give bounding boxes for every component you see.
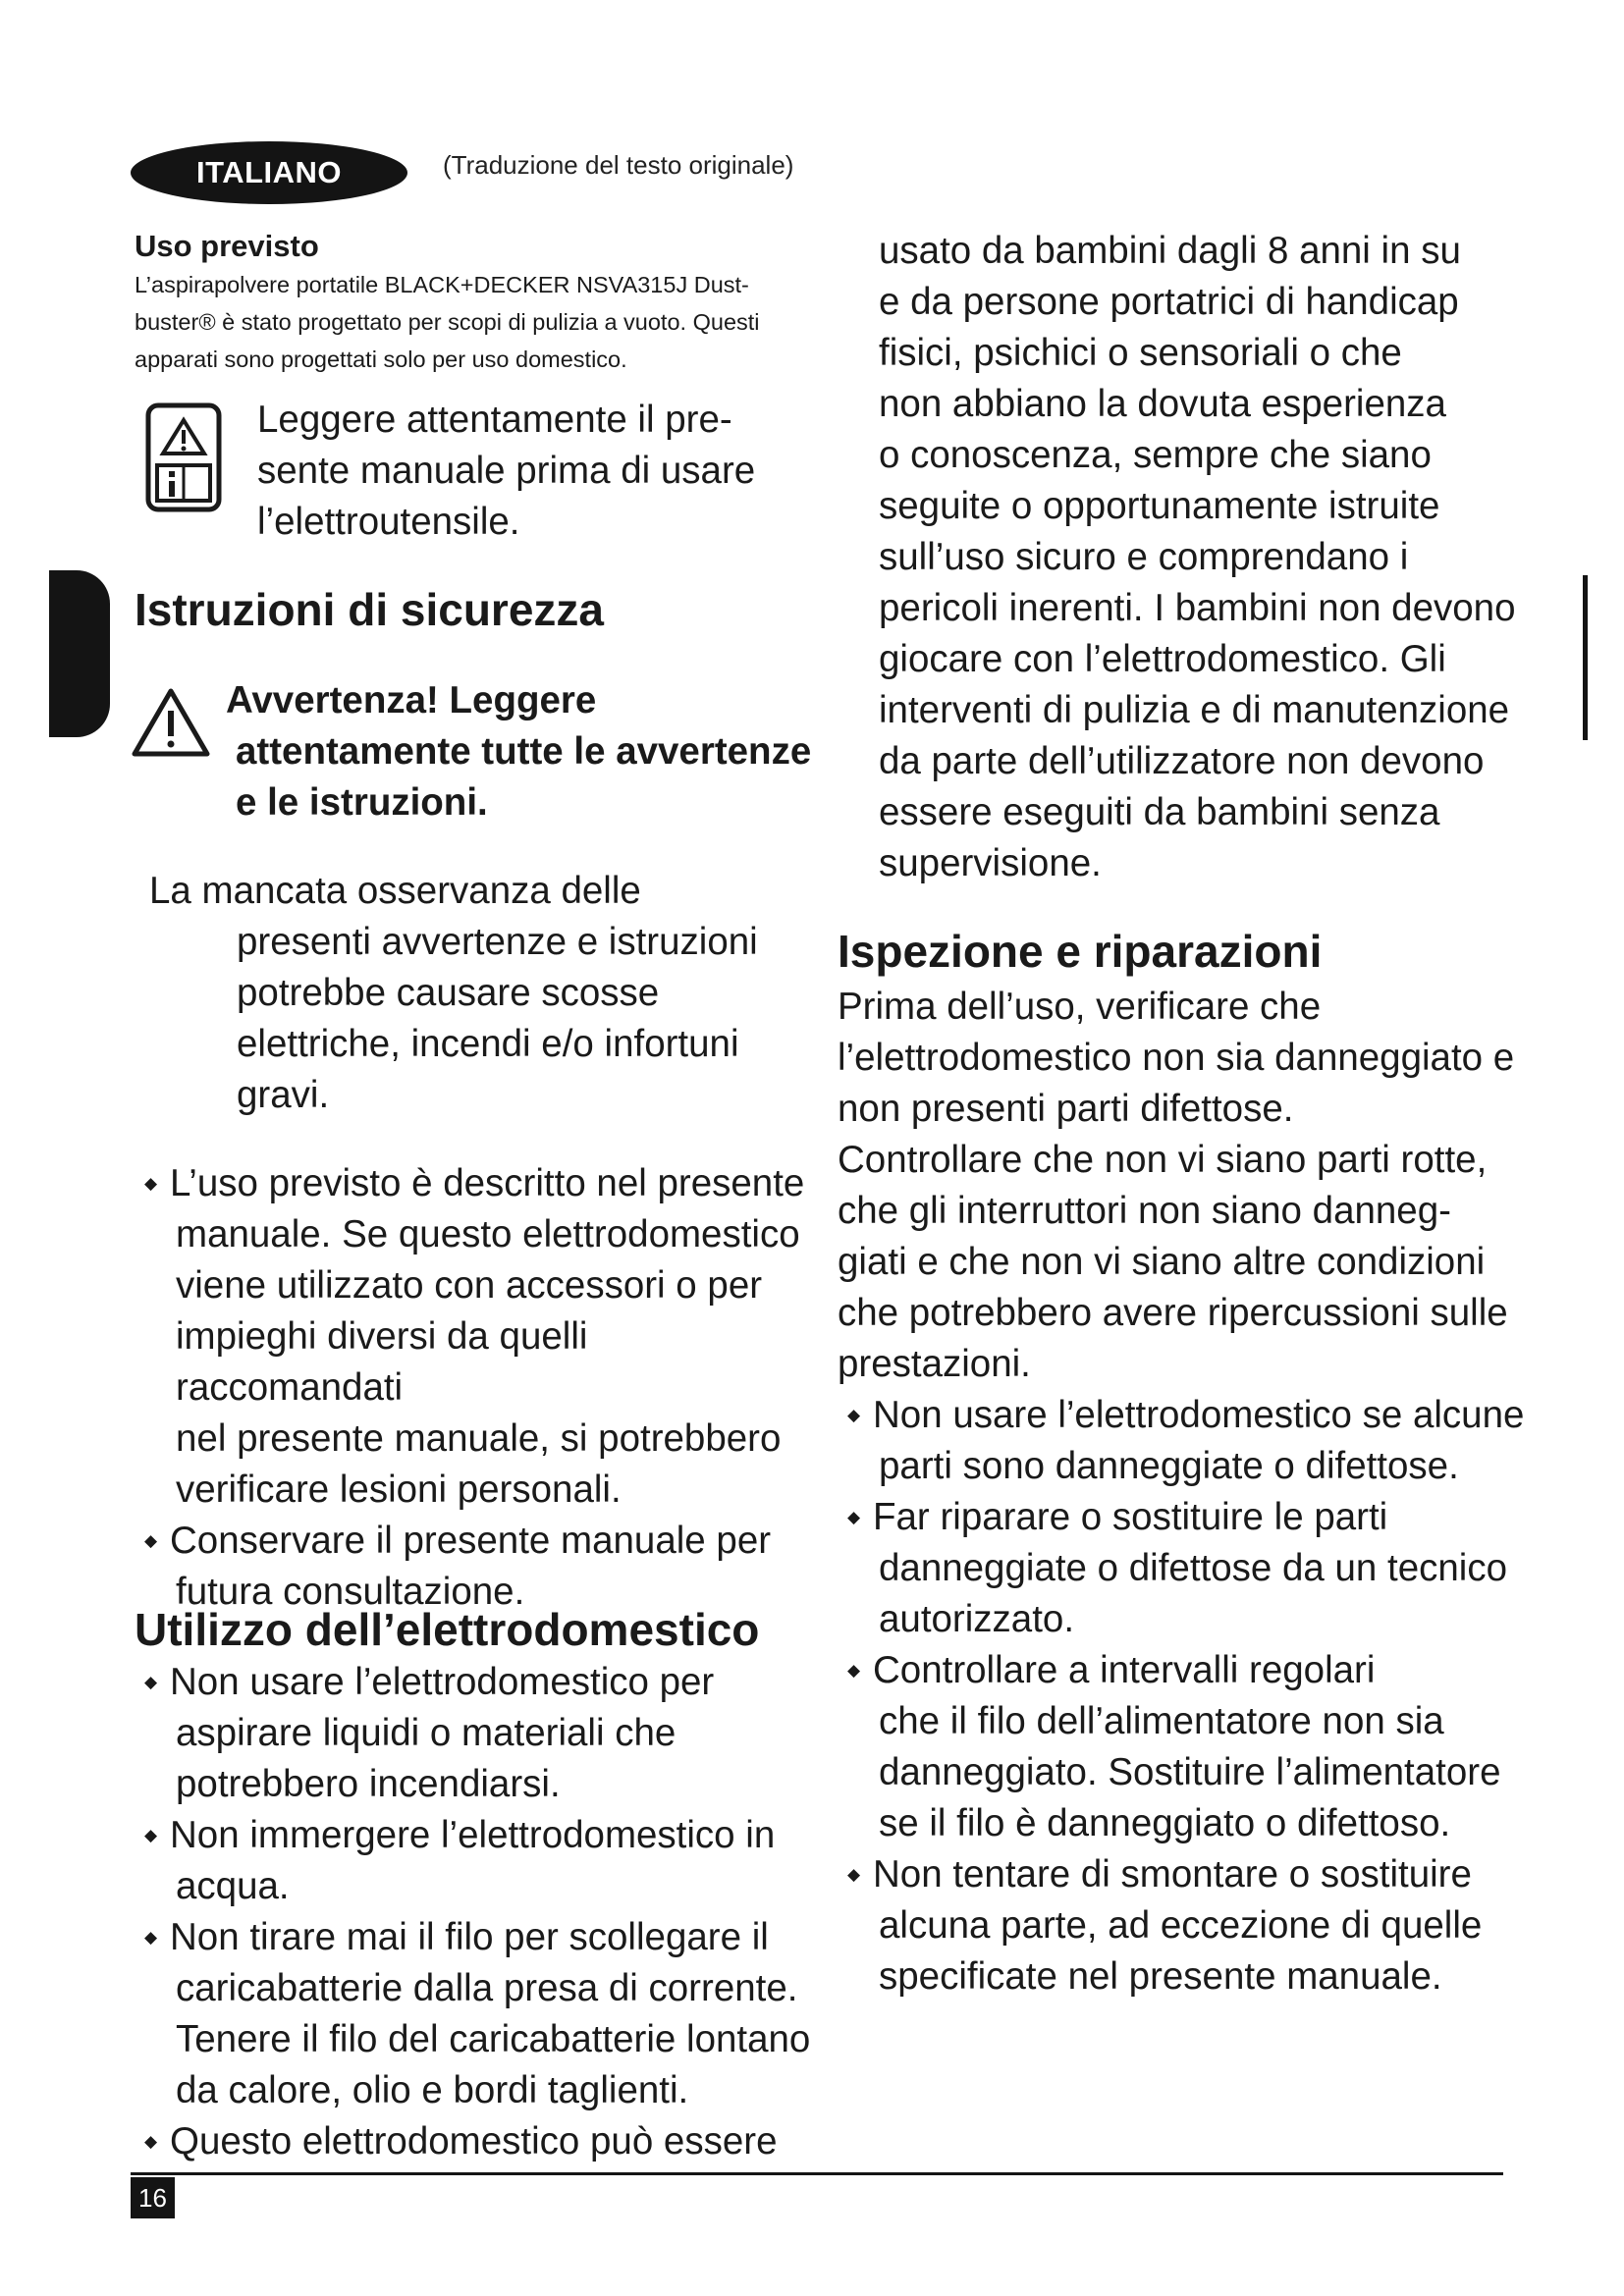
safety-bullets xyxy=(135,1158,822,1618)
text-line: parti sono danneggiate o difettose. xyxy=(879,1445,1459,1487)
list-item: ◆ L’uso previsto è descritto nel presente manuale. Se questo elettrodomestico viene utilizzato con accessori o per impieghi diversi da quelli raccomandati nel presente manuale, si potrebbero verificare lesioni personali. xyxy=(135,1158,822,1516)
list-item: ◆ Non tentare di smontare o sostituire alcuna parte, ad eccezione di quelle specificate nel presente manuale. xyxy=(838,1849,1544,2002)
text-line: danneggiate o difettose da un tecnico xyxy=(879,1547,1508,1589)
text-line: buster® è stato progettato per scopi di pulizia a vuoto. Questi xyxy=(135,309,760,335)
text-line: l’elettroutensile. xyxy=(257,501,520,543)
text-line: pericoli inerenti. I bambini non devono xyxy=(879,587,1516,629)
intended-use-text xyxy=(135,266,822,378)
section-side-line xyxy=(1583,575,1588,740)
text-line: seguite o opportunamente istruite xyxy=(879,485,1440,527)
text-line: sull’uso sicuro e comprendano i xyxy=(879,536,1409,578)
text-line: Controllare a intervalli regolari xyxy=(873,1649,1376,1691)
read-manual-icon xyxy=(145,402,222,512)
text-line: La mancata osservanza delle xyxy=(149,870,641,912)
text-line: acqua. xyxy=(176,1865,290,1907)
text-line: supervisione. xyxy=(879,842,1102,884)
text-line: usato da bambini dagli 8 anni in su xyxy=(879,230,1461,272)
text-line: presenti avvertenze e istruzioni xyxy=(237,921,758,963)
appliance-use-title: Utilizzo dell’elettrodomestico xyxy=(135,1604,760,1655)
text-line: gravi. xyxy=(237,1074,330,1116)
text-line: prestazioni. xyxy=(838,1343,1031,1385)
list-item: ◆ Questo elettrodomestico può essere xyxy=(135,2116,822,2167)
text-line: futura consultazione. xyxy=(176,1571,525,1613)
text-line: L’aspirapolvere portatile BLACK+DECKER NSVA315J Dust- xyxy=(135,272,749,297)
text-line: Tenere il filo del caricabatterie lontano xyxy=(176,2018,811,2060)
text-line: che gli interruttori non siano danneg- xyxy=(838,1190,1451,1232)
text-line: specificate nel presente manuale. xyxy=(879,1955,1442,1998)
text-line: l’elettrodomestico non sia danneggiato e xyxy=(838,1037,1515,1079)
text-line: impieghi diversi da quelli raccomandati xyxy=(176,1315,588,1409)
list-item: ◆ Conservare il presente manuale per futura consultazione. xyxy=(135,1516,822,1618)
list-item: ◆ Non usare l’elettrodomestico per aspirare liquidi o materiali che potrebbero incendiarsi. xyxy=(135,1657,822,1810)
text-line: Non tirare mai il filo per scollegare il xyxy=(170,1916,769,1958)
text-line: non abbiano la dovuta esperienza xyxy=(879,383,1446,425)
text-line: da calore, olio e bordi taglienti. xyxy=(176,2069,689,2111)
safety-title: Istruzioni di sicurezza xyxy=(135,584,604,635)
inspection-bullets xyxy=(838,1390,1544,2002)
text-line: Non tentare di smontare o sostituire xyxy=(873,1853,1472,1896)
text-line: autorizzato. xyxy=(879,1598,1075,1640)
text-line: nel presente manuale, si potrebbero xyxy=(176,1417,782,1460)
text-line: interventi di pulizia e di manutenzione xyxy=(879,689,1510,731)
text-line: che potrebbero avere ripercussioni sulle xyxy=(838,1292,1508,1334)
list-item: ◆ Non immergere l’elettrodomestico in acqua. xyxy=(135,1810,822,1912)
text-line: Non immergere l’elettrodomestico in xyxy=(170,1814,776,1856)
text-line: Questo elettrodomestico può essere xyxy=(170,2120,778,2163)
appliance-use-continued xyxy=(879,226,1546,889)
warning-text xyxy=(226,675,811,828)
text-line: elettriche, incendi e/o infortuni xyxy=(237,1023,739,1065)
text-line: manuale. Se questo elettrodomestico xyxy=(176,1213,800,1255)
text-line: danneggiato. Sostituire l’alimentatore xyxy=(879,1751,1501,1793)
text-line: alcuna parte, ad eccezione di quelle xyxy=(879,1904,1483,1947)
inspection-title: Ispezione e riparazioni xyxy=(838,926,1323,977)
text-line: Non usare l’elettrodomestico se alcune xyxy=(873,1394,1525,1436)
text-line: non presenti parti difettose. xyxy=(838,1088,1294,1130)
text-line: Controllare che non vi siano parti rotte, xyxy=(838,1139,1488,1181)
text-line: potrebbe causare scosse xyxy=(237,972,660,1014)
text-line: e da persone portatrici di handicap xyxy=(879,281,1459,323)
text-line: giocare con l’elettrodomestico. Gli xyxy=(879,638,1446,680)
text-line: Far riparare o sostituire le parti xyxy=(873,1496,1388,1538)
text-line: fisici, psichici o sensoriali o che xyxy=(879,332,1402,374)
safety-intro xyxy=(149,866,817,1121)
manual-notice xyxy=(257,395,755,548)
list-item: ◆ Controllare a intervalli regolari che il filo dell’alimentatore non sia danneggiato. Sostituire l’alimentatore se il filo è danneggiato o difettoso. xyxy=(838,1645,1544,1849)
page-number: 16 xyxy=(131,2177,175,2218)
appliance-use-bullets xyxy=(135,1657,822,2167)
text-line: essere eseguiti da bambini senza xyxy=(879,791,1440,833)
language-badge: ITALIANO xyxy=(131,141,407,204)
text-line: Prima dell’uso, verificare che xyxy=(838,986,1322,1028)
text-line: verificare lesioni personali. xyxy=(176,1468,622,1511)
footer-rule xyxy=(131,2172,1503,2175)
text-line: e le istruzioni. xyxy=(236,781,488,824)
text-line: L’uso previsto è descritto nel presente xyxy=(170,1162,805,1204)
text-line: apparati sono progettati solo per uso domestico. xyxy=(135,347,627,372)
list-item: ◆ Non tirare mai il filo per scollegare il caricabatterie dalla presa di corrente. Tenere il filo del caricabatterie lontano da calore, olio e bordi taglienti. xyxy=(135,1912,822,2116)
inspection-text xyxy=(838,982,1525,1390)
intended-use-title: Uso previsto xyxy=(135,229,319,263)
text-line: viene utilizzato con accessori o per xyxy=(176,1264,763,1307)
text-line: caricabatterie dalla presa di corrente. xyxy=(176,1967,798,2009)
text-line: sente manuale prima di usare xyxy=(257,450,756,492)
text-line: Conservare il presente manuale per xyxy=(170,1520,772,1562)
list-item: ◆ Non usare l’elettrodomestico se alcune parti sono danneggiate o difettose. xyxy=(838,1390,1544,1492)
text-line: Non usare l’elettrodomestico per xyxy=(170,1661,715,1703)
text-line: aspirare liquidi o materiali che xyxy=(176,1712,677,1754)
text-line: attentamente tutte le avvertenze xyxy=(236,730,812,773)
text-line: se il filo è danneggiato o difettoso. xyxy=(879,1802,1451,1844)
section-side-tab xyxy=(49,570,110,737)
translation-note: (Traduzione del testo originale) xyxy=(443,150,794,180)
text-line: giati e che non vi siano altre condizioni xyxy=(838,1241,1486,1283)
text-line: che il filo dell’alimentatore non sia xyxy=(879,1700,1444,1742)
text-line: Leggere attentamente il pre- xyxy=(257,399,732,441)
warning-icon xyxy=(131,687,211,758)
text-line: o conoscenza, sempre che siano xyxy=(879,434,1432,476)
text-line: Avvertenza! Leggere xyxy=(226,679,597,721)
list-item: ◆ Far riparare o sostituire le parti danneggiate o difettose da un tecnico autorizzato. xyxy=(838,1492,1544,1645)
text-line: potrebbero incendiarsi. xyxy=(176,1763,561,1805)
text-line: da parte dell’utilizzatore non devono xyxy=(879,740,1485,782)
